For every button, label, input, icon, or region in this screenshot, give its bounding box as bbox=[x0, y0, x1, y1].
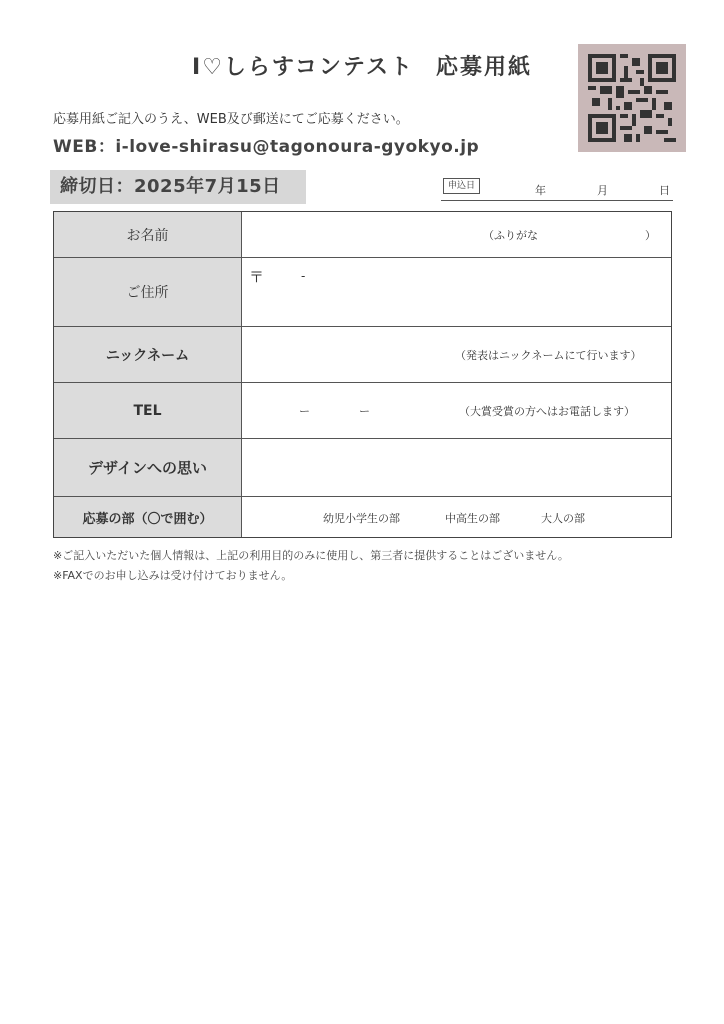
qr-code-icon[interactable] bbox=[578, 44, 686, 152]
category-row bbox=[54, 497, 671, 537]
web-label: WEB： bbox=[53, 137, 116, 157]
tel-label: TEL bbox=[54, 383, 242, 438]
furigana-open: （ふりがな bbox=[483, 229, 538, 242]
tel-input[interactable] bbox=[241, 383, 671, 438]
apply-date-field[interactable] bbox=[441, 178, 673, 201]
nickname-note: （発表はニックネームにて行います） bbox=[455, 349, 642, 362]
tel-note: （大賞受賞の方へはお電話します） bbox=[459, 405, 635, 418]
postal-mark: 〒 bbox=[249, 268, 265, 286]
category-label: 応募の部（〇で囲む） bbox=[54, 497, 242, 537]
tel-row bbox=[54, 383, 671, 439]
fax-note: ※FAXでのお申し込みは受け付けておりません。 bbox=[53, 569, 293, 582]
postal-dash: - bbox=[301, 269, 306, 283]
tel-dash-2: ー bbox=[359, 405, 370, 418]
nickname-label: ニックネーム bbox=[54, 327, 242, 382]
furigana-close: ） bbox=[645, 229, 656, 242]
name-row bbox=[54, 212, 671, 258]
tel-dash-1: ー bbox=[299, 405, 310, 418]
footnotes bbox=[53, 546, 569, 586]
design-label: デザインへの思い bbox=[54, 439, 242, 496]
category-option-adult[interactable]: 大人の部 bbox=[541, 512, 585, 525]
qr-code-pattern bbox=[588, 54, 676, 142]
category-options bbox=[241, 497, 671, 537]
design-row bbox=[54, 439, 671, 497]
category-option-child[interactable]: 幼児小学生の部 bbox=[323, 512, 400, 525]
category-option-student[interactable]: 中高生の部 bbox=[445, 512, 500, 525]
apply-date-tag: 申込日 bbox=[443, 178, 480, 194]
address-row bbox=[54, 258, 671, 327]
apply-day-unit: 日 bbox=[659, 184, 670, 197]
intro-text: 応募用紙ご記入のうえ、WEB及び郵送にてご応募ください。 bbox=[53, 112, 409, 127]
nickname-input[interactable] bbox=[241, 327, 671, 382]
application-form bbox=[53, 211, 672, 538]
apply-year-unit: 年 bbox=[535, 184, 546, 197]
address-label: ご住所 bbox=[54, 258, 242, 326]
design-input[interactable] bbox=[241, 439, 671, 496]
web-contact bbox=[53, 132, 479, 157]
nickname-row bbox=[54, 327, 671, 383]
apply-month-unit: 月 bbox=[597, 184, 608, 197]
name-label: お名前 bbox=[54, 212, 242, 257]
title-form: 応募用紙 bbox=[435, 55, 532, 80]
deadline-banner: 締切日：2025年7月15日 bbox=[50, 170, 306, 204]
privacy-note: ※ご記入いただいた個人情報は、上記の利用目的のみに使用し、第三者に提供することはございません。 bbox=[53, 549, 569, 562]
address-input[interactable] bbox=[241, 258, 671, 326]
web-email-link[interactable]: i-love-shirasu@tagonoura-gyokyo.jp bbox=[115, 137, 480, 157]
name-input[interactable] bbox=[241, 212, 671, 257]
title-contest: I♡しらすコンテスト bbox=[192, 55, 414, 80]
